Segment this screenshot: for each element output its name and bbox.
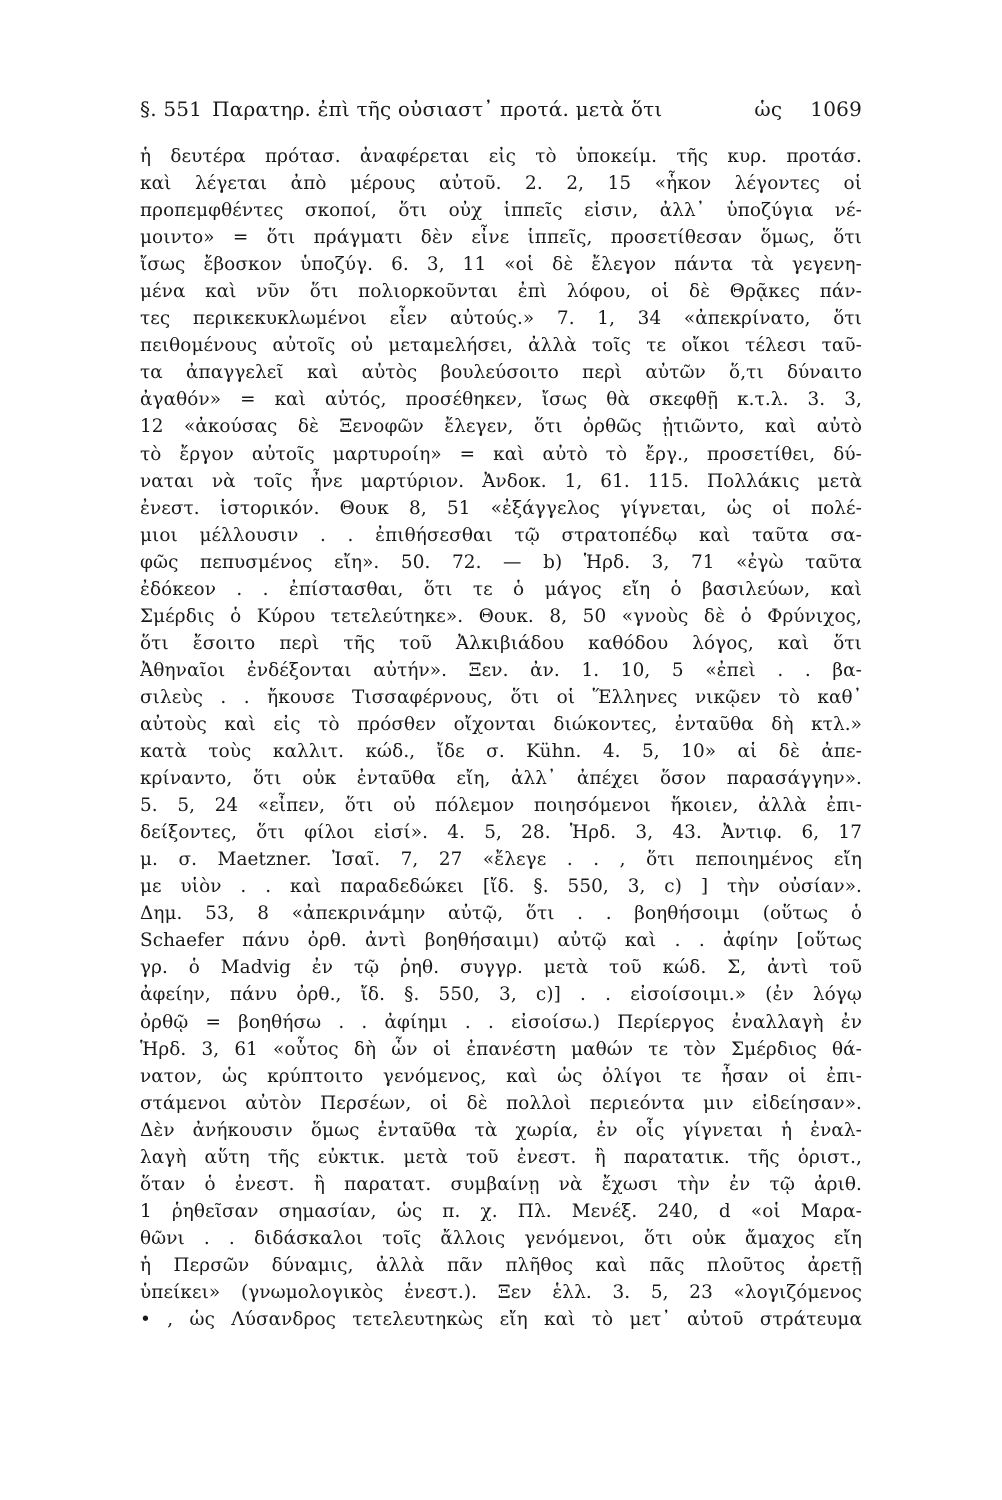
text-line: τα ἀπαγγελεῖ καὶ αὐτὸς βουλεύσοιτο περὶ αὐτῶν ὅ,τι δύναιτο — [140, 362, 862, 384]
book-page — [140, 97, 862, 1333]
body-text — [140, 143, 862, 1333]
text-line: ἐνεστ. ἱστορικόν. Θουκ 8, 51 «ἐξάγγελος γίγνεται, ὡς οἱ πολέ- — [140, 497, 862, 519]
text-line: Δὲν ἀνήκουσιν ὅμως ἐνταῦθα τὰ χωρία, ἐν οἷς γίγνεται ἡ ἐναλ- — [140, 1119, 862, 1141]
text-line: • , ὡς Λύσανδρος τετελευτηκὼς εἴη καὶ τὸ μετ᾽ αὐτοῦ στράτευμα — [140, 1309, 862, 1331]
text-line: μοιντο» = ὅτι πράγματι δὲν εἶνε ἱππεῖς, προσετίθεσαν ὅμως, ὅτι — [140, 227, 862, 249]
text-line: ἀφείην, πάνυ ὀρθ., ἴδ. §. 550, 3, c)] . . εἰσοίσοιμι.» (ἐν λόγῳ — [140, 984, 862, 1006]
text-line: τες περικεκυκλωμένοι εἶεν αὐτούς.» 7. 1, 34 «ἀπεκρίνατο, ὅτι — [140, 308, 862, 330]
text-line: αὐτοὺς καὶ εἰς τὸ πρόσθεν οἴχονται διώκοντες, ἐνταῦθα δὴ κτλ.» — [140, 713, 862, 735]
text-line: Ἀθηναῖοι ἐνδέξονται αὐτήν». Ξεν. ἀν. 1. 10, 5 «ἐπεὶ . . βα- — [140, 659, 862, 681]
text-line: στάμενοι αὐτὸν Περσέων, οἱ δὲ πολλοὶ περιεόντα μιν εἰδείησαν». — [140, 1092, 862, 1114]
text-line: 12 «ἀκούσας δὲ Ξενοφῶν ἔλεγεν, ὅτι ὀρθῶς ᾐτιῶντο, καὶ αὐτὸ — [140, 416, 862, 438]
text-line: 1 ῥηθεῖσαν σημασίαν, ὡς π. χ. Πλ. Μενέξ. 240, d «οἱ Μαρα- — [140, 1200, 862, 1222]
page-number: 1069 — [810, 97, 862, 121]
text-line: μ. σ. Maetzner. Ἰσαῖ. 7, 27 «ἔλεγε . . , ὅτι πεποιημένος εἴη — [140, 849, 862, 871]
text-line: νατον, ὡς κρύπτοιτο γενόμενος, καὶ ὡς ὀλίγοι τε ἦσαν οἱ ἐπι- — [140, 1065, 862, 1087]
text-line: φῶς πεπυσμένος εἴη». 50. 72. — b) Ἡρδ. 3, 71 «ἐγὼ ταῦτα — [140, 551, 862, 573]
text-line: Schaefer πάνυ ὀρθ. ἀντὶ βοηθήσαιμι) αὐτῷ καὶ . . ἀφίην [οὕτως — [140, 930, 862, 952]
section-number: §. 551 — [140, 97, 203, 121]
text-line: ἀγαθόν» = καὶ αὐτός, προσέθηκεν, ἴσως θὰ σκεφθῇ κ.τ.λ. 3. 3, — [140, 389, 862, 411]
running-keyword: ὡς — [754, 97, 783, 121]
text-line: ὅτι ἔσοιτο περὶ τῆς τοῦ Ἀλκιβιάδου καθόδου λόγος, καὶ ὅτι — [140, 632, 862, 654]
text-line: καὶ λέγεται ἀπὸ μέρους αὐτοῦ. 2. 2, 15 «ἧκον λέγοντες οἱ — [140, 173, 862, 195]
text-line: κατὰ τοὺς καλλιτ. κώδ., ἴδε σ. Kühn. 4. 5, 10» αἱ δὲ ἀπε- — [140, 741, 862, 763]
text-line: Δημ. 53, 8 «ἀπεκρινάμην αὐτῷ, ὅτι . . βοηθήσοιμι (οὕτως ὁ — [140, 903, 862, 925]
text-line: ὅταν ὁ ἐνεστ. ἢ παρατατ. συμβαίνῃ νὰ ἔχωσι τὴν ἐν τῷ ἀριθ. — [140, 1173, 862, 1195]
running-head — [140, 97, 862, 133]
text-line: λαγὴ αὕτη τῆς εὐκτικ. μετὰ τοῦ ἐνεστ. ἢ παρατατικ. τῆς ὁριστ., — [140, 1146, 862, 1168]
text-line: μιοι μέλλουσιν . . ἐπιθήσεσθαι τῷ στρατοπέδῳ καὶ ταῦτα σα- — [140, 524, 862, 546]
text-line: ἐδόκεον . . ἐπίστασθαι, ὅτι τε ὁ μάγος εἴη ὁ βασιλεύων, καὶ — [140, 578, 862, 600]
text-line: ὀρθῷ = βοηθήσω . . ἀφίημι . . εἰσοίσω.) Περίεργος ἐναλλαγὴ ἐν — [140, 1011, 862, 1033]
text-line: πειθομένους αὐτοῖς οὐ μεταμελήσει, ἀλλὰ τοῖς τε οἴκοι τέλεσι ταῦ- — [140, 335, 862, 357]
text-line: κρίναντο, ὅτι οὐκ ἐνταῦθα εἴη, ἀλλ᾽ ἀπέχει ὅσον παρασάγγην». — [140, 768, 862, 790]
text-line: γρ. ὁ Madvig ἐν τῷ ῥηθ. συγγρ. μετὰ τοῦ κώδ. Σ, ἀντὶ τοῦ — [140, 957, 862, 979]
running-title: Παρατηρ. ἐπὶ τῆς οὐσιαστ᾽ προτά. μετὰ ὅτι — [212, 97, 663, 121]
text-line: σιλεὺς . . ἤκουσε Τισσαφέρνους, ὅτι οἱ Ἕλληνες νικῷεν τὸ καθ᾽ — [140, 686, 862, 708]
text-line: δείξοντες, ὅτι φίλοι εἰσί». 4. 5, 28. Ἡρδ. 3, 43. Ἀντιφ. 6, 17 — [140, 822, 862, 844]
text-line: ἡ δευτέρα πρότασ. ἀναφέρεται εἰς τὸ ὑποκείμ. τῆς κυρ. προτάσ. — [140, 146, 862, 167]
text-line: ὑπείκει» (γνωμολογικὸς ἐνεστ.). Ξεν ἑλλ. 3. 5, 23 «λογιζόμενος — [140, 1281, 862, 1303]
running-head-right — [754, 97, 862, 121]
text-line: 5. 5, 24 «εἶπεν, ὅτι οὐ πόλεμον ποιησόμενοι ἥκοιεν, ἀλλὰ ἐπι- — [140, 795, 862, 817]
text-line: μένα καὶ νῦν ὅτι πολιορκοῦνται ἐπὶ λόφου, οἱ δὲ Θρᾷκες πάν- — [140, 281, 862, 303]
text-line: ναται νὰ τοῖς ἦνε μαρτύριον. Ἀνδοκ. 1, 61. 115. Πολλάκις μετὰ — [140, 470, 862, 492]
text-line: με υἱὸν . . καὶ παραδεδώκει [ἴδ. §. 550, 3, c) ] τὴν οὐσίαν». — [140, 876, 862, 898]
text-line: ἡ Περσῶν δύναμις, ἀλλὰ πᾶν πλῆθος καὶ πᾶς πλοῦτος ἀρετῇ — [140, 1254, 862, 1276]
text-line: τὸ ἔργον αὐτοῖς μαρτυροίη» = καὶ αὐτὸ τὸ ἔργ., προσετίθει, δύ- — [140, 443, 862, 465]
text-line: Ἡρδ. 3, 61 «οὗτος δὴ ὧν οἱ ἐπανέστη μαθών τε τὸν Σμέρδιος θά- — [140, 1038, 862, 1060]
text-line: ἴσως ἔβοσκον ὑποζύγ. 6. 3, 11 «οἱ δὲ ἔλεγον πάντα τὰ γεγενη- — [140, 254, 862, 276]
text-line: προπεμφθέντες σκοποί, ὅτι οὐχ ἱππεῖς εἰσιν, ἀλλ᾽ ὑποζύγια νέ- — [140, 200, 862, 222]
text-line: θῶνι . . διδάσκαλοι τοῖς ἄλλοις γενόμενοι, ὅτι οὐκ ἄμαχος εἴη — [140, 1227, 862, 1249]
text-line: Σμέρδις ὁ Κύρου τετελεύτηκε». Θουκ. 8, 50 «γνοὺς δὲ ὁ Φρύνιχος, — [140, 605, 862, 627]
